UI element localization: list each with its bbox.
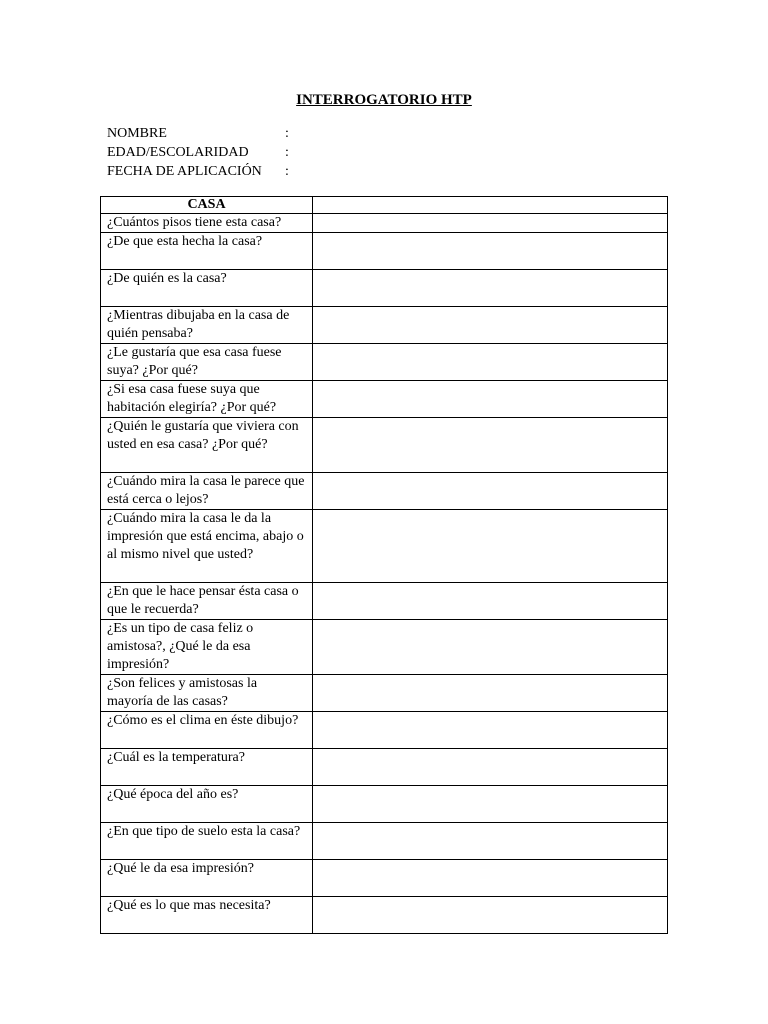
questionnaire-table <box>100 196 668 934</box>
table-row <box>101 620 668 675</box>
question-cell: ¿Cuántos pisos tiene esta casa? <box>101 214 313 233</box>
table-row <box>101 473 668 510</box>
field-edad-escolaridad <box>107 143 289 162</box>
answer-cell[interactable] <box>313 897 668 934</box>
table-row <box>101 786 668 823</box>
question-cell: ¿Mientras dibujaba en la casa de quién pensaba? <box>101 307 313 344</box>
question-cell: ¿Le gustaría que esa casa fuese suya? ¿Por qué? <box>101 344 313 381</box>
document-title: INTERROGATORIO HTP <box>296 92 472 108</box>
answer-cell[interactable] <box>313 860 668 897</box>
table-row <box>101 233 668 270</box>
field-fecha-aplicacion <box>107 162 289 181</box>
field-label: FECHA DE APLICACIÓN <box>107 164 262 179</box>
answer-cell[interactable] <box>313 214 668 233</box>
question-cell: ¿Si esa casa fuese suya que habitación elegiría? ¿Por qué? <box>101 381 313 418</box>
answer-cell[interactable] <box>313 786 668 823</box>
answer-cell[interactable] <box>313 344 668 381</box>
answer-cell[interactable] <box>313 233 668 270</box>
question-cell: ¿Quién le gustaría que viviera con usted en esa casa? ¿Por qué? <box>101 418 313 473</box>
question-cell: ¿Cuándo mira la casa le da la impresión que está encima, abajo o al mismo nivel que usted? <box>101 510 313 583</box>
question-cell: ¿De que esta hecha la casa? <box>101 233 313 270</box>
table-row <box>101 583 668 620</box>
answer-cell[interactable] <box>313 307 668 344</box>
table-row <box>101 214 668 233</box>
question-cell: ¿En que tipo de suelo esta la casa? <box>101 823 313 860</box>
question-cell: ¿Qué época del año es? <box>101 786 313 823</box>
table-row <box>101 270 668 307</box>
table-row <box>101 381 668 418</box>
question-cell: ¿Son felices y amistosas la mayoría de las casas? <box>101 675 313 712</box>
table-header-answer <box>313 197 668 214</box>
question-cell: ¿Cuándo mira la casa le parece que está cerca o lejos? <box>101 473 313 510</box>
table-row <box>101 860 668 897</box>
question-cell: ¿En que le hace pensar ésta casa o que le recuerda? <box>101 583 313 620</box>
table-row <box>101 712 668 749</box>
question-cell: ¿Cuál es la temperatura? <box>101 749 313 786</box>
answer-cell[interactable] <box>313 620 668 675</box>
field-separator: : <box>285 145 289 160</box>
field-nombre <box>107 124 289 143</box>
field-label: EDAD/ESCOLARIDAD <box>107 145 249 160</box>
field-separator: : <box>285 126 289 141</box>
answer-cell[interactable] <box>313 675 668 712</box>
table-row <box>101 418 668 473</box>
table-row <box>101 823 668 860</box>
answer-cell[interactable] <box>313 510 668 583</box>
field-separator: : <box>285 164 289 179</box>
field-label: NOMBRE <box>107 126 167 141</box>
table-row <box>101 510 668 583</box>
question-cell: ¿De quién es la casa? <box>101 270 313 307</box>
table-row <box>101 344 668 381</box>
answer-cell[interactable] <box>313 712 668 749</box>
answer-cell[interactable] <box>313 583 668 620</box>
answer-cell[interactable] <box>313 270 668 307</box>
answer-cell[interactable] <box>313 823 668 860</box>
answer-cell[interactable] <box>313 381 668 418</box>
info-fields <box>107 124 289 181</box>
answer-cell[interactable] <box>313 749 668 786</box>
table-row <box>101 307 668 344</box>
table-row <box>101 749 668 786</box>
question-cell: ¿Qué es lo que mas necesita? <box>101 897 313 934</box>
table-body <box>101 214 668 934</box>
table-header-casa: CASA <box>101 197 313 214</box>
answer-cell[interactable] <box>313 473 668 510</box>
question-cell: ¿Cómo es el clima en éste dibujo? <box>101 712 313 749</box>
answer-cell[interactable] <box>313 418 668 473</box>
question-cell: ¿Es un tipo de casa feliz o amistosa?, ¿Qué le da esa impresión? <box>101 620 313 675</box>
table-row <box>101 897 668 934</box>
question-cell: ¿Qué le da esa impresión? <box>101 860 313 897</box>
table-row <box>101 675 668 712</box>
